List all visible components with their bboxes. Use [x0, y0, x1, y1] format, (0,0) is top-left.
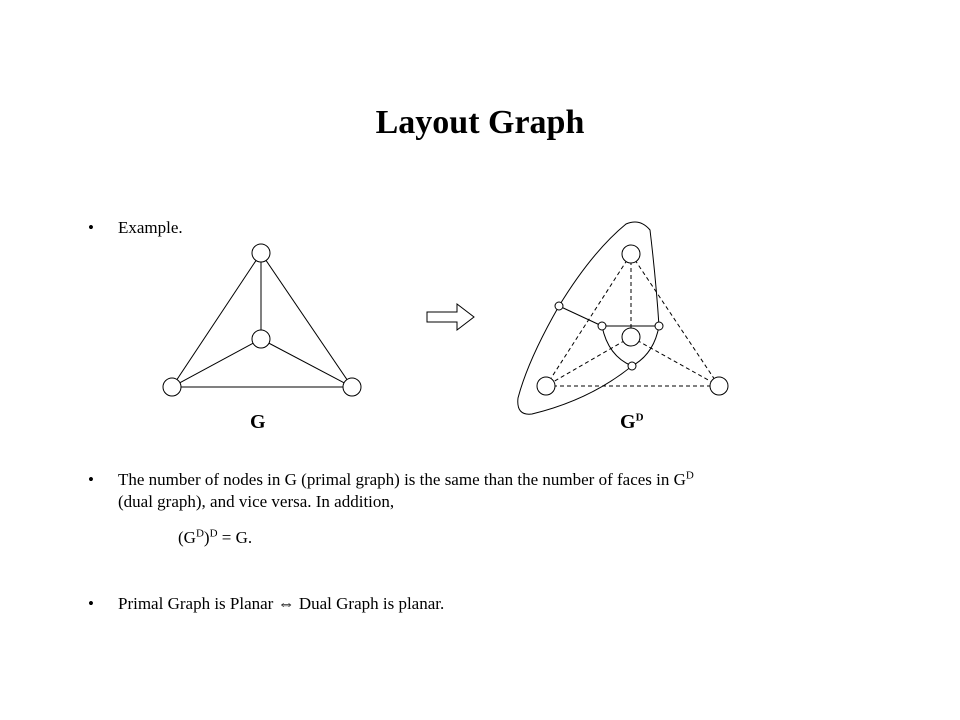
primal-graph — [163, 244, 361, 396]
slide-title: Layout Graph — [375, 104, 585, 141]
eq-open: (G — [178, 528, 196, 547]
dual-label-base: G — [620, 411, 636, 433]
primal-node — [537, 377, 555, 395]
primal-node — [252, 330, 270, 348]
bullet-text: Primal Graph is Planar ⇔ Dual Graph is planar. — [118, 594, 445, 613]
bullet-line2: (dual graph), and vice versa. In addition, — [118, 492, 395, 511]
dual-node — [555, 302, 563, 310]
eq-sup-inner: D — [195, 527, 204, 540]
bullet-line1: The number of nodes in G (primal graph) is the same than the number of faces in G — [118, 470, 686, 489]
primal-edge — [172, 253, 261, 387]
primal-edge — [261, 253, 352, 387]
dual-graph — [518, 222, 728, 414]
primal-edge — [172, 339, 261, 387]
superscript-d: D — [685, 469, 694, 482]
eq-close: ) — [203, 528, 210, 547]
primal-node — [710, 377, 728, 395]
eq-rest: = G. — [217, 528, 253, 547]
bullet-marker: • — [88, 218, 94, 237]
dual-graph-label — [620, 411, 644, 434]
dual-edge — [518, 306, 632, 414]
dual-node — [598, 322, 606, 330]
primal-node — [622, 328, 640, 346]
bullet-marker: • — [88, 470, 94, 489]
eq-sup-outer: D — [209, 527, 218, 540]
primal-graph-label: G — [250, 411, 266, 433]
dual-label-sup: D — [635, 411, 644, 424]
primal-node — [163, 378, 181, 396]
primal-node — [622, 245, 640, 263]
primal-edge — [261, 339, 352, 387]
dual-node — [655, 322, 663, 330]
bullet-text — [118, 469, 694, 513]
arrow-icon — [427, 304, 474, 330]
bullet-text: Example. — [118, 218, 183, 237]
dual-node — [628, 362, 636, 370]
primal-node — [252, 244, 270, 262]
bullet-marker: • — [88, 594, 94, 613]
primal-node — [343, 378, 361, 396]
dual-identity-equation — [178, 527, 252, 549]
